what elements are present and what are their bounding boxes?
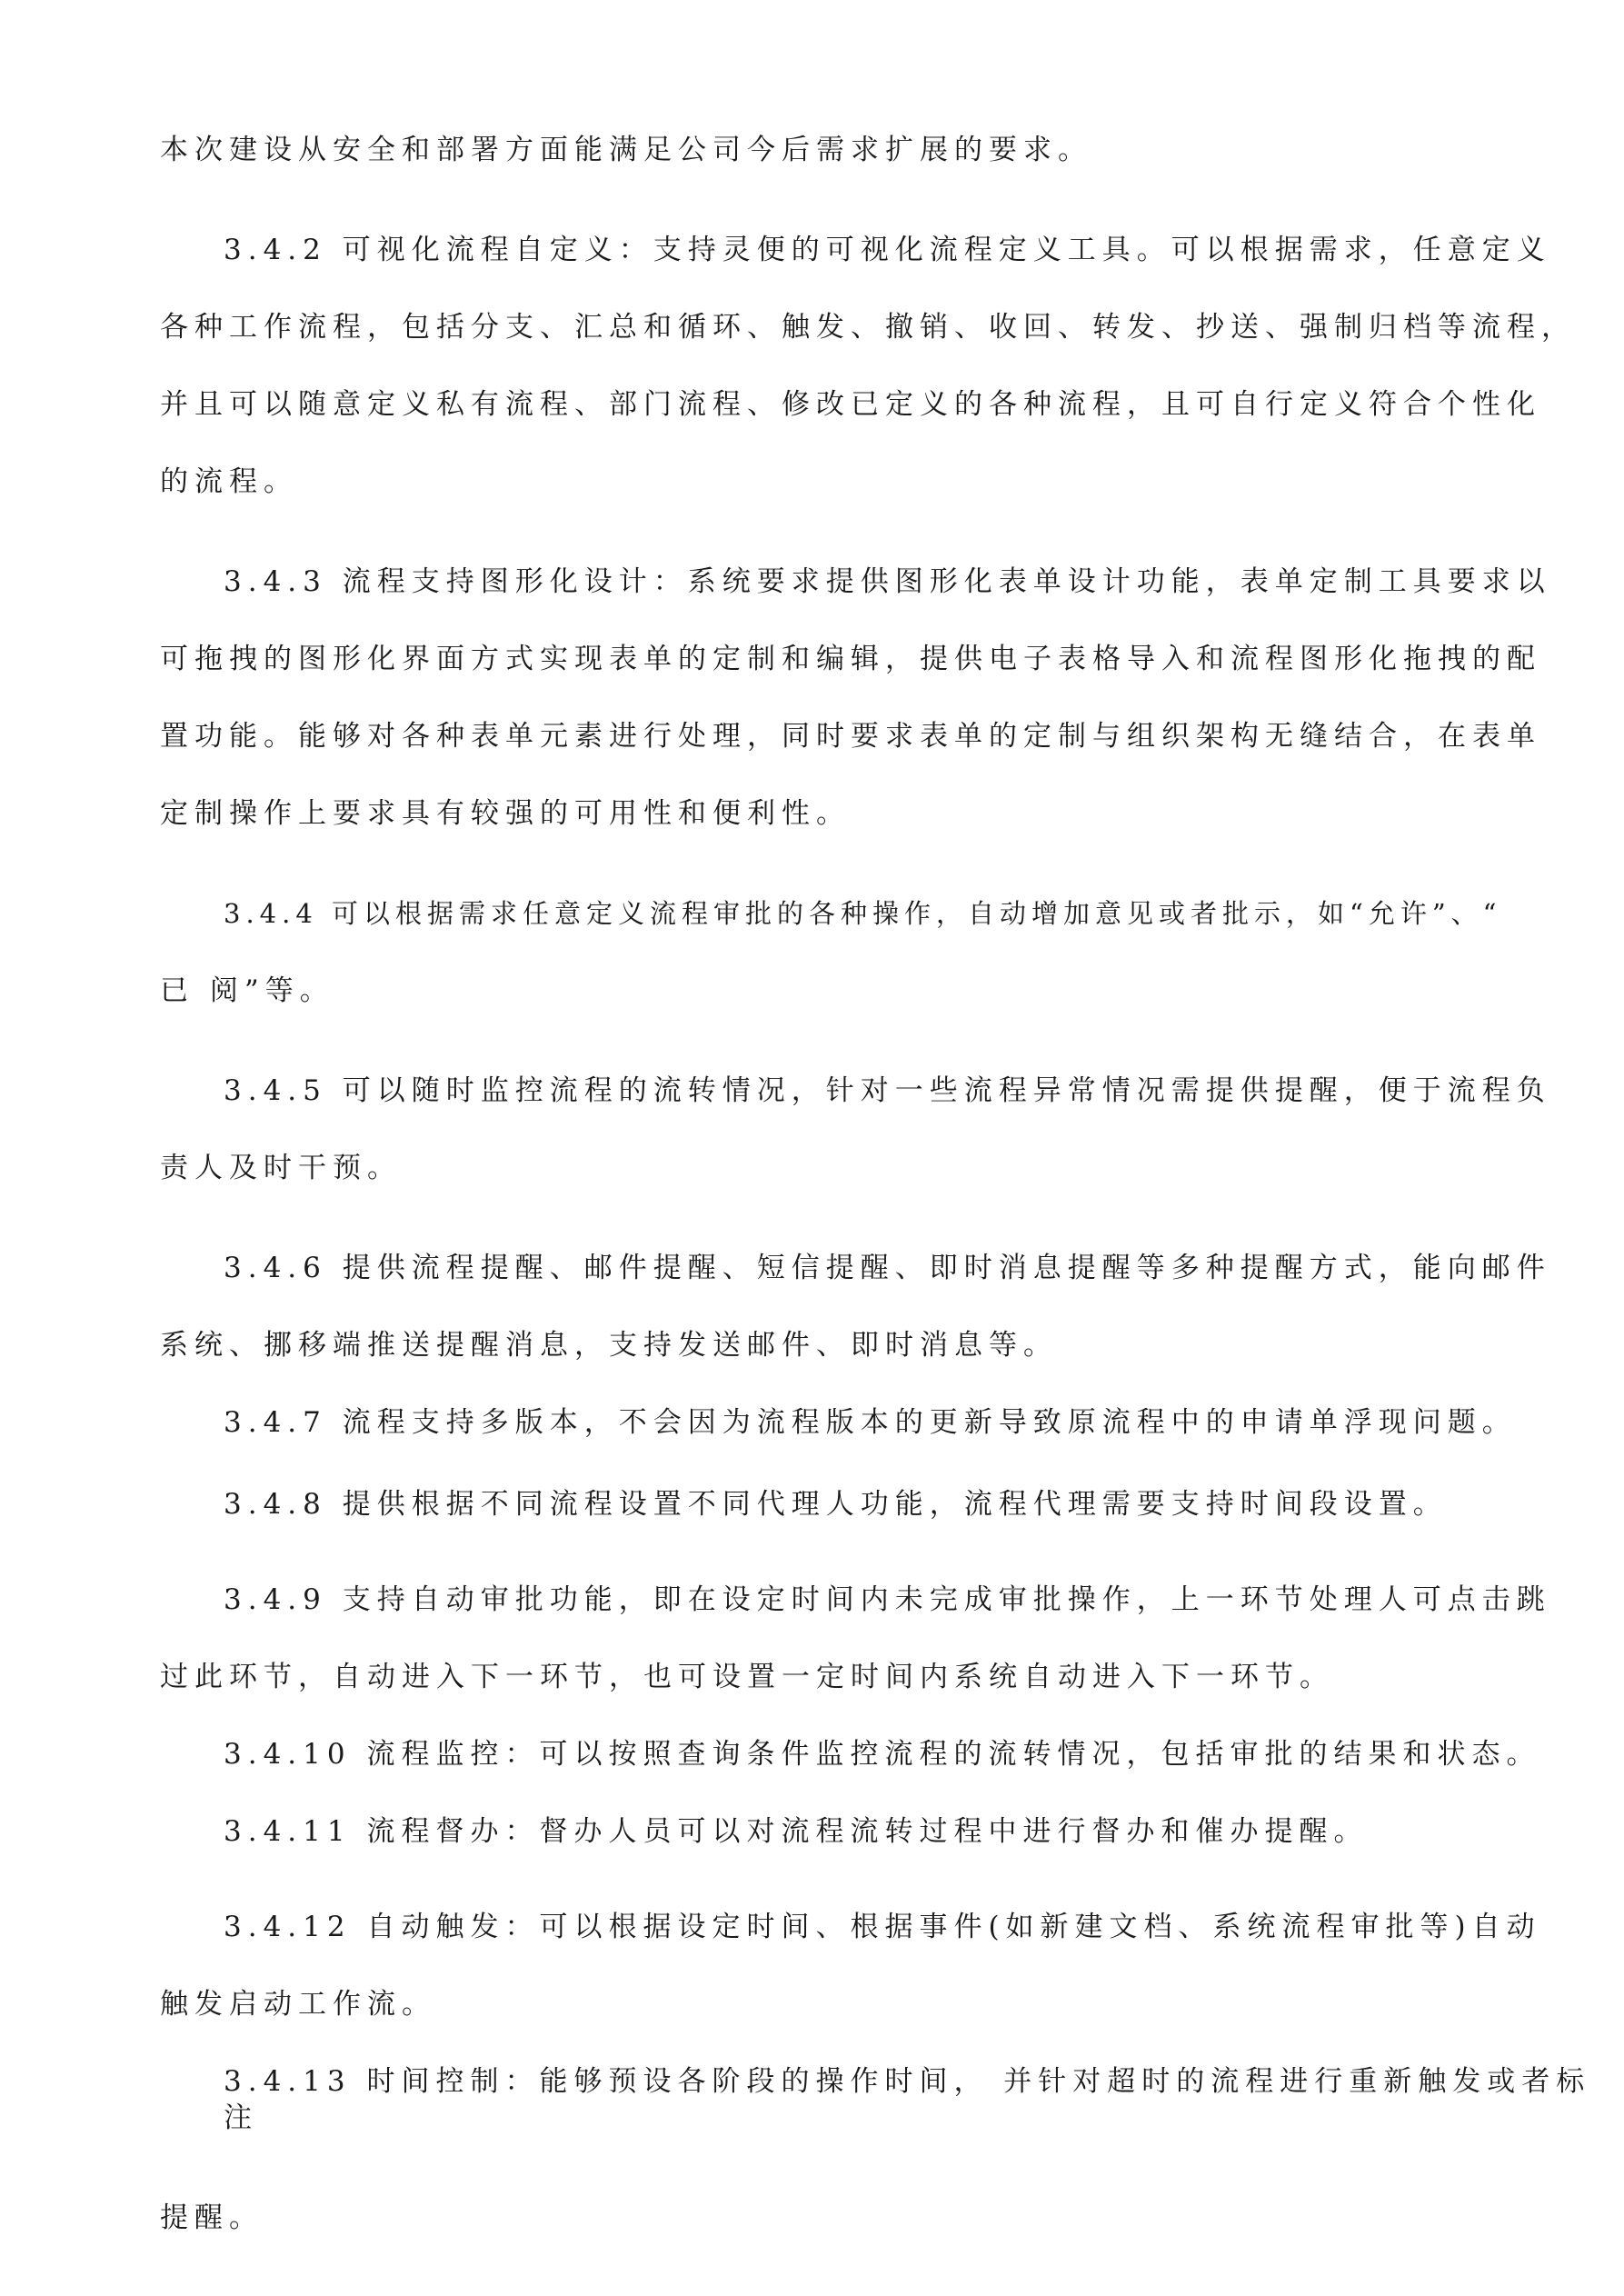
paragraph-line: 3.4.10 流程监控：可以按照查询条件监控流程的流转情况，包括审批的结果和状态。 (224, 1738, 1541, 1771)
paragraph-line: 3.4.5 可以随时监控流程的流转情况，针对一些流程异常情况需提供提醒，便于流程负 (224, 1074, 1551, 1107)
paragraph-line: 过此环节，自动进入下一环节，也可设置一定时间内系统自动进入下一环节。 (160, 1661, 1334, 1693)
paragraph-line: 触发启动工作流。 (160, 1988, 436, 2021)
paragraph-line: 各种工作流程，包括分支、汇总和循环、触发、撤销、收回、转发、抄送、强制归档等流程， (160, 311, 1576, 344)
paragraph-line: 3.4.12 自动触发：可以根据设定时间、根据事件(如新建文档、系统流程审批等)自动 (224, 1911, 1541, 1943)
paragraph-line: 责人及时干预。 (160, 1152, 402, 1184)
paragraph-line: 定制操作上要求具有较强的可用性和便利性。 (160, 797, 851, 830)
paragraph-line: 注 (224, 2101, 258, 2134)
paragraph-line: 3.4.3 流程支持图形化设计：系统要求提供图形化表单设计功能，表单定制工具要求以 (224, 565, 1551, 598)
paragraph-line: 的流程。 (160, 465, 298, 498)
paragraph-line: 3.4.7 流程支持多版本，不会因为流程版本的更新导致原流程中的申请单浮现问题。 (224, 1406, 1517, 1439)
paragraph-line: 置功能。能够对各种表单元素进行处理，同时要求表单的定制与组织架构无缝结合，在表单 (160, 720, 1541, 753)
paragraph-line: 3.4.6 提供流程提醒、邮件提醒、短信提醒、即时消息提醒等多种提醒方式，能向邮件 (224, 1252, 1551, 1284)
paragraph-line: 3.4.2 可视化流程自定义：支持灵便的可视化流程定义工具。可以根据需求，任意定义 (224, 234, 1551, 266)
paragraph-line: 3.4.13 时间控制：能够预设各阶段的操作时间， 并针对超时的流程进行重新触发或者标 (224, 2065, 1591, 2098)
paragraph-line: 本次建设从安全和部署方面能满足公司今后需求扩展的要求。 (160, 134, 1092, 166)
paragraph-line: 3.4.11 流程督办：督办人员可以对流程流转过程中进行督办和催办提醒。 (224, 1815, 1369, 1848)
paragraph-line: 3.4.4 可以根据需求任意定义流程审批的各种操作，自动增加意见或者批示，如“允许”、“ (224, 898, 1502, 929)
paragraph-line: 已 阅”等。 (160, 974, 334, 1007)
paragraph-line: 系统、挪移端推送提醒消息，支持发送邮件、即时消息等。 (160, 1329, 1058, 1362)
paragraph-line: 3.4.9 支持自动审批功能，即在设定时间内未完成审批操作，上一环节处理人可点击跳 (224, 1583, 1551, 1616)
paragraph-line: 可拖拽的图形化界面方式实现表单的定制和编辑，提供电子表格导入和流程图形化拖拽的配 (160, 643, 1541, 675)
paragraph-line: 并且可以随意定义私有流程、部门流程、修改已定义的各种流程，且可自行定义符合个性化 (160, 388, 1541, 421)
paragraph-line: 提醒。 (160, 2201, 264, 2234)
paragraph-line: 3.4.8 提供根据不同流程设置不同代理人功能，流程代理需要支持时间段设置。 (224, 1488, 1448, 1521)
